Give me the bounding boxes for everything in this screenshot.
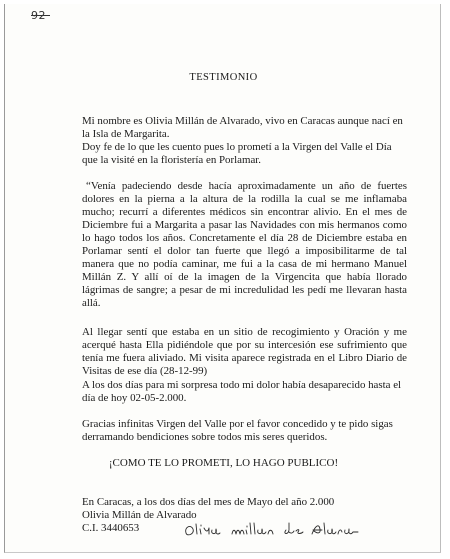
testimony-paragraph: “Venía padeciendo desde hacía aproximadamente un año de fuertes dolores en la pierna a la altura de la rodilla la cual se me inflamaba mucho; recurrí a diferentes médicos sin encontrar alivio. En el mes de Diciembre fui a Margarita a pasar las Navidades con mis hermanos como lo hago todos los años. Concretamente el día 28 de Diciembre estaba en Porlamar sentí el dolor tan fuerte que llegó a imposibilitarme de tal manera que no podía caminar, me fui a la casa de mi hermano Manuel Millán Z. Y allí oí de la imagen de la Virgencita que había llorado lágrimas de sangre; a pesar de mi incredulidad les pedí me llevaran hasta allá. — [82, 180, 407, 309]
closing-name: Olivia Millán de Alvarado — [82, 509, 197, 521]
promise-line: ¡COMO TE LO PROMETI, LO HAGO PUBLICO! — [108, 457, 339, 469]
document-page — [4, 4, 441, 553]
handwritten-signature — [182, 520, 362, 542]
closing-id: C.I. 3440653 — [82, 522, 140, 534]
closing-place-date: En Caracas, a los dos días del mes de Mayo del año 2.000 — [82, 496, 335, 508]
thanks-paragraph: Gracias infinitas Virgen del Valle por el favor concedido y te pido sigas derramando bendiciones sobre todos mis seres queridos. — [82, 418, 393, 443]
arrival-paragraph: Al llegar sentí que estaba en un sitio de recogimiento y Oración y me acerqué hasta Ella pidiéndole que por su intercesión ese sufrimiento que tenía me fuera aliviado. Mi visita aparece registrada en el Libro Diario de Visitas de ese día (28-12-99) — [82, 326, 407, 377]
document-title: TESTIMONIO — [189, 72, 258, 83]
intro-paragraph-2: Doy fe de lo que les cuento pues lo prometí a la Virgen del Valle el Día que la visité en la floristería en Porlamar. — [82, 141, 392, 166]
intro-paragraph-1: Mi nombre es Olivia Millán de Alvarado, vivo en Caracas aunque nací en la Isla de Margarita. — [82, 115, 403, 140]
healing-paragraph: A los dos días para mi sorpresa todo mi dolor había desaparecido hasta el día de hoy 02-05-2.000. — [82, 379, 402, 404]
page-number: 92 — [31, 9, 46, 22]
